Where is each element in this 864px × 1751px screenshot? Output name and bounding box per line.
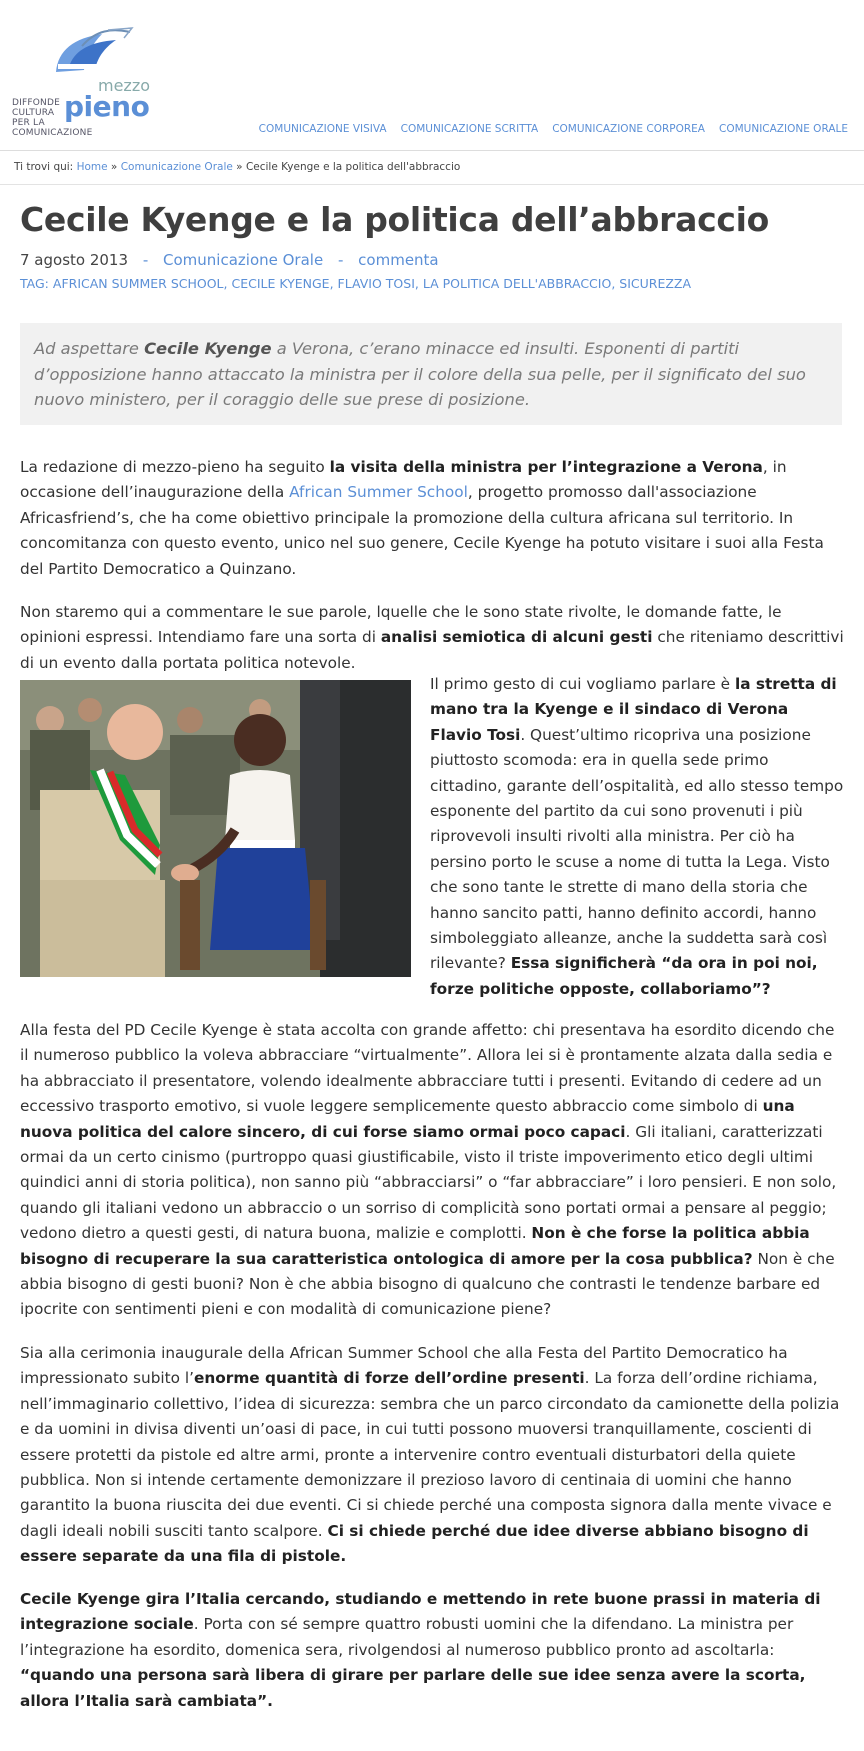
- logo-tagline-line: DIFFONDE: [12, 98, 60, 108]
- para-text: La redazione di mezzo-pieno ha seguito: [20, 458, 330, 476]
- para-text: . La forza dell’ordine richiama, nell’immaginario collettivo, l’idea di sicurezza: sembra che un parco circondato da camionette della polizia e da uomini in divisa diventi un’oasi di pace, in cui tutti possono muoversi tranquillamente, coscienti di essere protetti da pistole ed altre armi, pronte a intervenire contro eventuali disturbatori della quiete pubblica. Non si intende certamente demonizzare il prezioso lavoro di centinaia di uomini che hanno garantito la buona riuscita dei due eventi. Ci si chiede perché una composta signora dalla mente vivace e dagli ideali nobili susciti tanto scalpore.: [20, 1369, 840, 1540]
- logo-tagline-line: COMUNICAZIONE: [12, 128, 93, 138]
- para-bold: analisi semiotica di alcuni gesti: [380, 628, 653, 647]
- quote-bold: Cecile Kyenge: [144, 339, 272, 358]
- tag-link[interactable]: AFRICAN SUMMER SCHOOL: [52, 276, 224, 291]
- para-bold: Ci si chiede perché due idee diverse abbiano bisogno di essere separate da una fila di pistole.: [20, 1521, 809, 1566]
- comments-link[interactable]: commenta: [358, 251, 439, 269]
- para-text: . Porta con sé sempre quattro robusti uomini che la difendano. La ministra per l’integrazione ha esordito, domenica sera, rivolgendosi al numeroso pubblico pronto ad ascoltarla:: [20, 1615, 794, 1659]
- breadcrumb-separator: »: [236, 161, 243, 173]
- breadcrumb-separator: »: [110, 161, 118, 173]
- para-text: , progetto promosso dall'associazione Africasfriend’s, che ha come obiettivo principale la promozione della cultura africana sul territorio. In concomitanza con questo evento, unico nel suo genere, Cecile Kyenge ha potuto visitare i suoi alla Festa del Partito Democratico a Quinzano.: [20, 483, 824, 578]
- main-nav: [259, 123, 848, 135]
- para-text: Non staremo qui a commentare le sue parole, lquelle che le sono state rivolte, le domande fatte, le opinioni espressi. Intendiamo fare una sorta di: [20, 603, 782, 647]
- article-lead-quote: [20, 323, 842, 425]
- african-summer-school-link[interactable]: African Summer School: [289, 483, 468, 502]
- breadcrumb: [14, 161, 460, 173]
- meta-separator: -: [142, 251, 149, 269]
- para-text: Non è che abbia bisogno di gesti buoni? Non è che abbia bisogno di qualcuno che contrasti le tendenze barbare ed ipocrite con sentimenti pieni e con modalità di comunicazione piene?: [20, 1249, 835, 1319]
- article-date: 7 agosto 2013: [20, 251, 129, 269]
- para-bold: una nuova politica del calore sincero, di cui forse siamo ormai poco capaci: [20, 1097, 795, 1141]
- nav-item-comunicazione-visiva[interactable]: COMUNICAZIONE VISIVA: [258, 123, 387, 135]
- article-photo: [20, 680, 411, 977]
- article-title: Cecile Kyenge e la politica dell’abbraccio: [20, 200, 769, 239]
- quote-text: Ad aspettare: [34, 339, 145, 358]
- breadcrumb-home-link[interactable]: Home: [76, 161, 108, 173]
- article-paragraph: [20, 600, 846, 676]
- para-bold: la stretta di mano tra la Kyenge e il sindaco di Verona Flavio Tosi: [430, 675, 837, 744]
- breadcrumb-prefix: Ti trovi qui:: [14, 161, 74, 173]
- para-text: , in occasione dell’inaugurazione della: [20, 458, 787, 502]
- article-tags: TAG: AFRICAN SUMMER SCHOOL, CECILE KYENGE, FLAVIO TOSI, LA POLITICA DELL'ABBRACCIO, SICUREZZA: [20, 276, 692, 291]
- para-text: Sia alla cerimonia inaugurale della African Summer School che alla Festa del Partito Democratico ha impressionato subito l’: [20, 1344, 788, 1388]
- para-bold: Cecile Kyenge gira l’Italia cercando, studiando e mettendo in rete buone prassi in materia di integrazione sociale: [20, 1590, 821, 1634]
- para-bold: enorme quantità di forze dell’ordine presenti: [194, 1369, 585, 1388]
- logo-word-pieno: pieno: [64, 90, 150, 123]
- site-logo[interactable]: [12, 20, 162, 140]
- para-bold: Essa significherà “da ora in poi noi, forze politiche opposte, collaboriamo”?: [430, 954, 818, 998]
- para-text: Il primo gesto di cui vogliamo parlare è: [430, 675, 735, 693]
- article-paragraph: [430, 672, 845, 1002]
- article-category-link[interactable]: Comunicazione Orale: [163, 251, 324, 269]
- para-bold: la visita della ministra per l’integrazione a Verona: [329, 458, 763, 476]
- tag-link[interactable]: CECILE KYENGE: [231, 276, 330, 291]
- logo-tagline-line: CULTURA: [12, 108, 55, 118]
- nav-item-comunicazione-scritta[interactable]: COMUNICAZIONE SCRITTA: [400, 123, 539, 135]
- site-header: [0, 0, 864, 150]
- lead-quote-text: [34, 336, 828, 413]
- tag-link[interactable]: FLAVIO TOSI: [337, 276, 415, 291]
- article-paragraph: [20, 1341, 846, 1570]
- article-paragraph: [20, 1587, 846, 1714]
- para-text: . Quest’ultimo ricopriva una posizione piuttosto scomoda: era in quella sede primo cittadino, garante dell’ospitalità, ed allo stesso tempo esponente del partito da cui sono provenuti i più riprovevoli insulti rivolti alla ministra. Per ciò ha persino porto le scuse a nome di tutta la Lega. Visto che sono tante le strette di mano della storia che hanno sancito patti, hanno definito accordi, hanno simboleggiato alleanze, anche la suddetta sarà così rilevante?: [430, 725, 844, 973]
- tags-label: TAG:: [20, 276, 49, 291]
- breadcrumb-category-link[interactable]: Comunicazione Orale: [120, 161, 233, 173]
- nav-item-comunicazione-corporea[interactable]: COMUNICAZIONE CORPOREA: [552, 123, 705, 135]
- para-text: Alla festa del PD Cecile Kyenge è stata accolta con grande affetto: chi presentava ha esordito dicendo che il numeroso pubblico la voleva abbracciare “virtualmente”. Allora lei si è prontamente alzata dalla sedia e ha abbracciato il presentatore, volendo idealmente abbracciare tutti i presenti. Evitando di cedere ad un eccessivo trasporto emotivo, si vuole leggere semplicemente questo abbraccio come simbolo di: [20, 1021, 835, 1116]
- nav-item-comunicazione-orale[interactable]: COMUNICAZIONE ORALE: [719, 123, 848, 135]
- para-text: . Gli italiani, caratterizzati ormai da un certo cinismo (purtroppo quasi giustificabile, visto il triste impoverimento etico degli ultimi quindici anni di storia politica), non sanno più “abbracciarsi” o “far abbracciare” i loro pensieri. E non solo, quando gli italiani vedono un abbraccio o un sorriso di complicità sono portati ormai a pensare al peggio; vedono dietro a questi gesti, di natura buona, malizie e complotti.: [20, 1122, 837, 1243]
- article-paragraph: [20, 1018, 846, 1323]
- breadcrumb-current: Cecile Kyenge e la politica dell'abbraccio: [245, 161, 461, 173]
- breadcrumb-divider: [0, 184, 864, 185]
- meta-separator: -: [337, 251, 344, 269]
- header-divider: [0, 150, 864, 151]
- article-paragraph: [20, 455, 846, 582]
- para-text: che riteniamo descrittivi di un evento dalla portata politica notevole.: [20, 628, 844, 672]
- quote-text: a Verona, c’erano minacce ed insulti. Esponenti di partiti d’opposizione hanno attaccato la ministra per il colore della sua pelle, per il significato del suo nuovo ministero, per il coraggio delle sue prese di posizione.: [34, 339, 806, 409]
- tag-link[interactable]: SICUREZZA: [619, 276, 692, 291]
- photo-illustration: [20, 680, 411, 977]
- tag-link[interactable]: LA POLITICA DELL'ABBRACCIO: [422, 276, 612, 291]
- para-bold: “quando una persona sarà libera di girare per parlare delle sue idee senza avere la scorta, allora l’Italia sarà cambiata”.: [20, 1666, 806, 1710]
- article-meta: [20, 251, 439, 269]
- logo-tagline-line: PER LA: [12, 118, 45, 128]
- para-bold: Non è che forse la politica abbia bisogno di recuperare la sua caratteristica ontologica di amore per la cosa pubblica?: [20, 1224, 810, 1268]
- logo-word-mezzo: mezzo: [98, 76, 151, 95]
